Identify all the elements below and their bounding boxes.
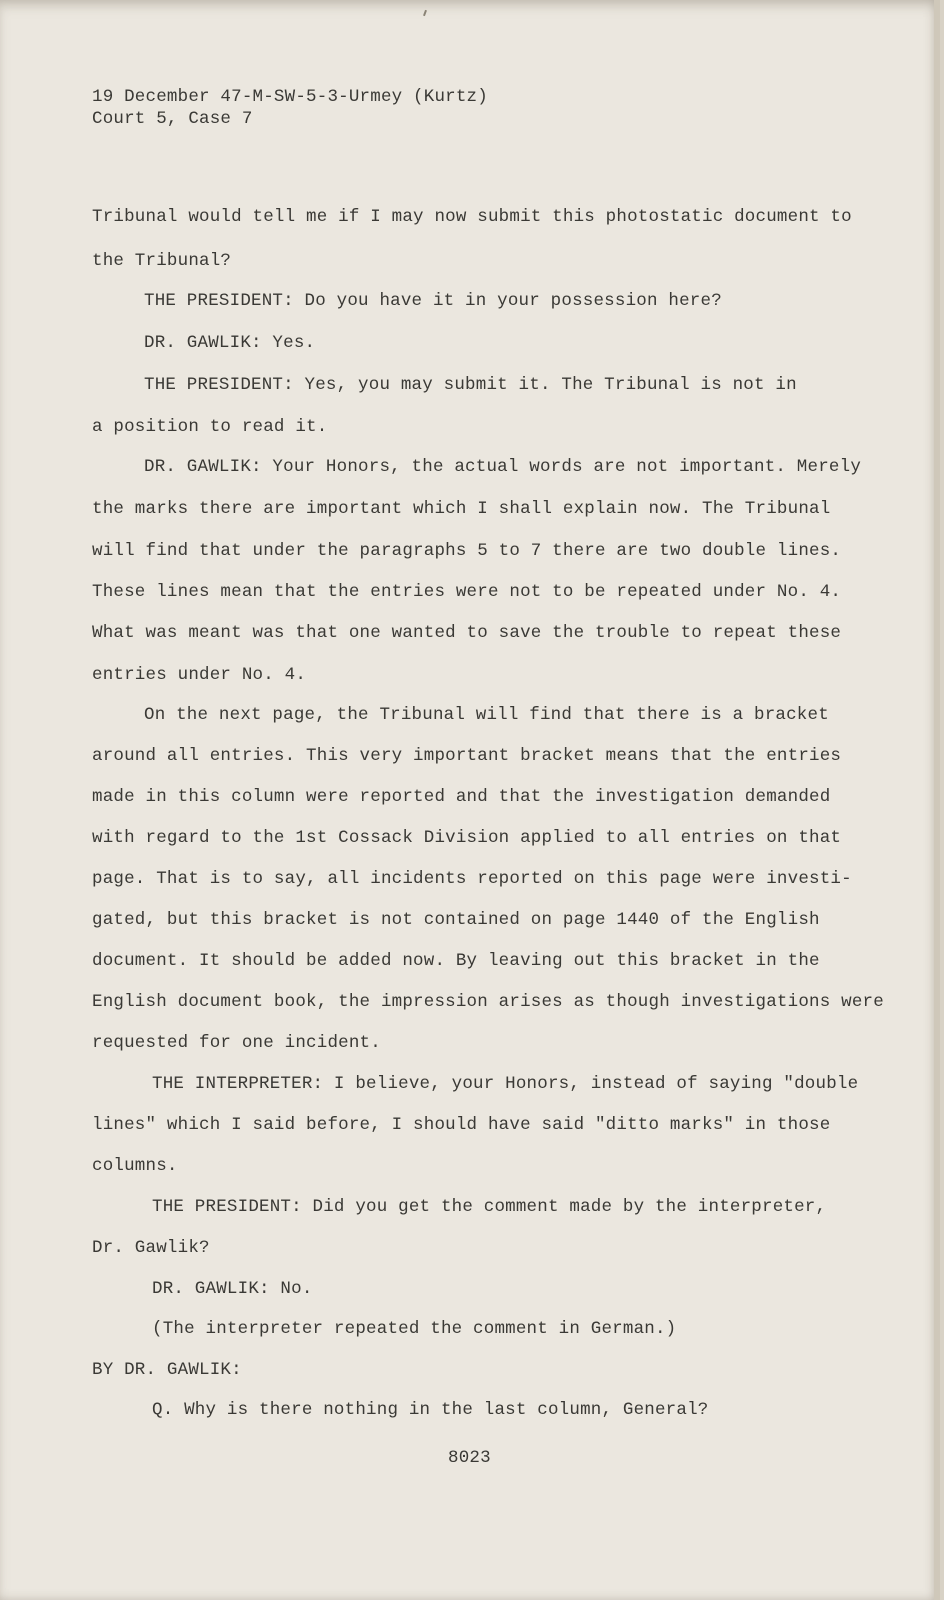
question-line: Q. Why is there nothing in the last column, General? <box>152 1400 709 1420</box>
paragraph-line: On the next page, the Tribunal will find that there is a bracket <box>144 705 829 725</box>
text-line: made in this column were reported and that the investigation demanded <box>92 787 831 807</box>
text-line: What was meant was that one wanted to save the trouble to repeat these <box>92 623 842 643</box>
text-line: Tribunal would tell me if I may now submit this photostatic document to <box>92 207 852 227</box>
text-line: columns. <box>92 1156 178 1176</box>
text-line: These lines mean that the entries were not to be repeated under No. 4. <box>92 582 842 602</box>
text-line: the marks there are important which I shall explain now. The Tribunal <box>92 499 831 519</box>
speaker-line: THE PRESIDENT: Yes, you may submit it. The Tribunal is not in <box>144 375 797 395</box>
text-line: the Tribunal? <box>92 251 232 271</box>
header-line-court-case: Court 5, Case 7 <box>92 109 253 129</box>
text-line: a position to read it. <box>92 417 328 437</box>
page-edge <box>934 0 940 1600</box>
speaker-line: DR. GAWLIK: Your Honors, the actual words are not important. Merely <box>144 457 862 477</box>
text-line: will find that under the paragraphs 5 to 7 there are two double lines. <box>92 541 842 561</box>
speaker-line: THE INTERPRETER: I believe, your Honors, instead of saying "double <box>152 1074 859 1094</box>
speaker-line: THE PRESIDENT: Did you get the comment made by the interpreter, <box>152 1197 827 1217</box>
text-line: English document book, the impression arises as though investigations were <box>92 992 884 1012</box>
speaker-line: THE PRESIDENT: Do you have it in your possession here? <box>144 291 722 311</box>
text-line: lines" which I said before, I should have said "ditto marks" in those <box>92 1115 831 1135</box>
stage-direction-line: (The interpreter repeated the comment in German.) <box>152 1319 677 1339</box>
text-line: requested for one incident. <box>92 1033 381 1053</box>
text-line: gated, but this bracket is not contained on page 1440 of the English <box>92 910 820 930</box>
text-line: around all entries. This very important bracket means that the entries <box>92 746 842 766</box>
speaker-line: DR. GAWLIK: No. <box>152 1279 313 1299</box>
text-line: entries under No. 4. <box>92 665 307 685</box>
speaker-line: DR. GAWLIK: Yes. <box>144 333 316 353</box>
text-line: with regard to the 1st Cossack Division applied to all entries on that <box>92 828 842 848</box>
text-line: document. It should be added now. By leaving out this bracket in the <box>92 951 820 971</box>
text-line: Dr. Gawlik? <box>92 1238 210 1258</box>
text-line: page. That is to say, all incidents reported on this page were investi- <box>92 869 852 889</box>
header-line-date-reference: 19 December 47-M-SW-5-3-Urmey (Kurtz) <box>92 87 488 107</box>
paper-speck <box>423 10 427 16</box>
page-number: 8023 <box>448 1448 491 1468</box>
document-header <box>92 86 488 130</box>
examination-heading: BY DR. GAWLIK: <box>92 1360 242 1380</box>
